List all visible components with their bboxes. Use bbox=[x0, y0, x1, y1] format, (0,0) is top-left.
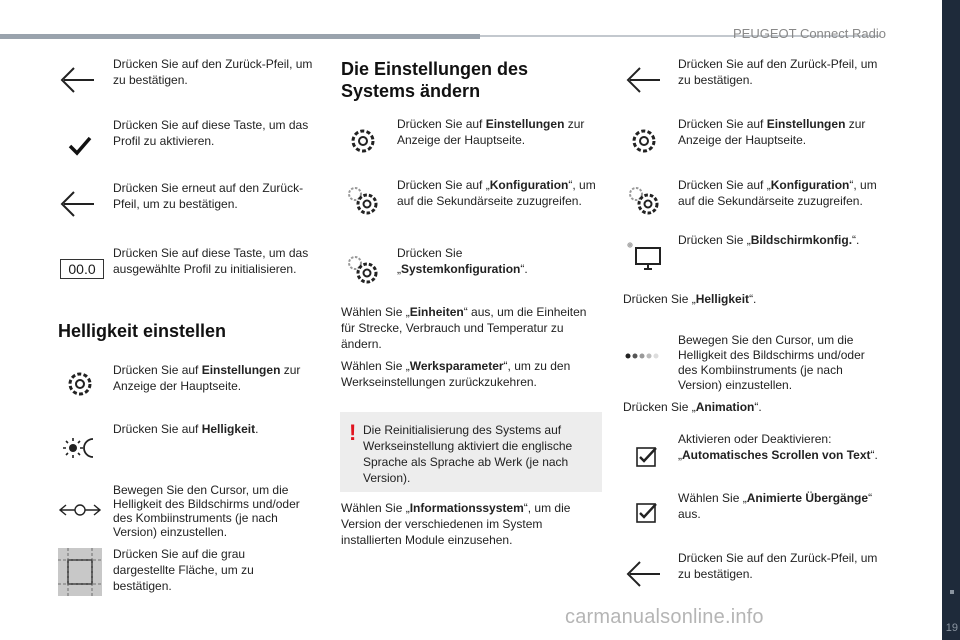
sun-moon-icon bbox=[60, 430, 100, 466]
reset-icon: 00.0 bbox=[60, 259, 104, 279]
instruction-text: Bewegen Sie den Cursor, um die Helligkeit des Bildschirms und/oder des Kombiinstruments (je nach Version) einzustellen. bbox=[678, 333, 865, 392]
paragraph: Wählen Sie „Einheiten“ aus, um die Einheiten für Strecke, Verbrauch und Temperatur zu ändern. bbox=[341, 305, 587, 351]
double-gear-icon bbox=[343, 252, 383, 288]
warning-icon: ! bbox=[349, 420, 357, 445]
back-arrow-icon bbox=[624, 62, 664, 98]
instruction-text: Drücken Sie auf Einstellungen zur Anzeige der Hauptseite. bbox=[397, 117, 585, 147]
gear-icon bbox=[624, 123, 664, 159]
warning-text: Die Reinitialisierung des Systems auf Werkseinstellung aktiviert die englische Sprache als Sprache ab Werk (je nach Version). bbox=[363, 423, 573, 485]
instruction-text: Drücken Sie auf diese Taste, um das ausgewählte Profil zu initialisieren. bbox=[113, 246, 309, 276]
instruction-text: Drücken Sie auf den Zurück-Pfeil, um zu bestätigen. bbox=[113, 57, 313, 87]
gear-icon bbox=[343, 123, 383, 159]
instruction-text: Drücken Sie „Systemkonfiguration“. bbox=[397, 246, 528, 276]
double-gear-icon bbox=[624, 183, 664, 219]
sidebar-marker bbox=[950, 590, 954, 594]
paragraph: Drücken Sie „Helligkeit“. bbox=[623, 292, 757, 306]
instruction-text: Drücken Sie auf „Konfiguration“, um auf die Sekundärseite zuzugreifen. bbox=[397, 178, 596, 208]
slider-icon bbox=[58, 492, 102, 528]
instruction-text: Drücken Sie auf „Konfiguration“, um auf die Sekundärseite zuzugreifen. bbox=[678, 178, 877, 208]
checkbox-icon bbox=[626, 440, 666, 476]
double-gear-icon bbox=[343, 183, 383, 219]
gray-area-icon bbox=[58, 548, 102, 596]
instruction-text: Drücken Sie „Bildschirmkonfig.“. bbox=[678, 233, 860, 247]
instruction-text: Drücken Sie auf Einstellungen zur Anzeige der Hauptseite. bbox=[678, 117, 866, 147]
instruction-text: Drücken Sie auf Helligkeit. bbox=[113, 422, 259, 436]
back-arrow-icon bbox=[624, 556, 664, 592]
paragraph: Drücken Sie „Animation“. bbox=[623, 400, 762, 414]
paragraph: Wählen Sie „Informationssystem“, um die Version der verschiedenen im System installierten Module einzusehen. bbox=[341, 501, 571, 547]
check-icon bbox=[60, 128, 100, 164]
instruction-text: Wählen Sie „Animierte Übergänge“ aus. bbox=[678, 491, 873, 521]
paragraph: Wählen Sie „Werksparameter“, um zu den Werkseinstellungen zurückzukehren. bbox=[341, 359, 571, 389]
section-heading: Die Einstellungen des Systems ändern bbox=[341, 59, 529, 101]
section-heading: Helligkeit einstellen bbox=[58, 321, 227, 341]
page-sidebar bbox=[942, 0, 960, 640]
watermark: carmanualsonline.info bbox=[565, 606, 764, 628]
instruction-text: Drücken Sie erneut auf den Zurück-Pfeil, um zu bestätigen. bbox=[113, 181, 304, 211]
instruction-text: Drücken Sie auf den Zurück-Pfeil, um zu bestätigen. bbox=[678, 551, 878, 581]
instruction-text: Drücken Sie auf diese Taste, um das Profil zu aktivieren. bbox=[113, 118, 309, 148]
gear-icon bbox=[60, 366, 100, 402]
checkbox-icon bbox=[626, 496, 666, 532]
header-title: PEUGEOT Connect Radio bbox=[733, 26, 886, 41]
instruction-text: Bewegen Sie den Cursor, um die Helligkeit des Bildschirms und/oder des Kombiinstruments (je nach Version) einzustellen. bbox=[113, 483, 300, 539]
dots-slider-icon bbox=[624, 338, 664, 374]
instruction-text: Aktivieren oder Deaktivieren: „Automatisches Scrollen von Text“. bbox=[678, 432, 878, 462]
instruction-text: Drücken Sie auf die grau dargestellte Fläche, um zu bestätigen. bbox=[113, 547, 254, 593]
instruction-text: Drücken Sie auf Einstellungen zur Anzeige der Hauptseite. bbox=[113, 363, 301, 393]
page-number: 19 bbox=[945, 622, 958, 634]
back-arrow-icon bbox=[58, 62, 98, 98]
screen-brightness-icon bbox=[624, 238, 664, 274]
back-arrow-icon bbox=[58, 186, 98, 222]
instruction-text: Drücken Sie auf den Zurück-Pfeil, um zu bestätigen. bbox=[678, 57, 878, 87]
top-rule bbox=[0, 34, 480, 39]
